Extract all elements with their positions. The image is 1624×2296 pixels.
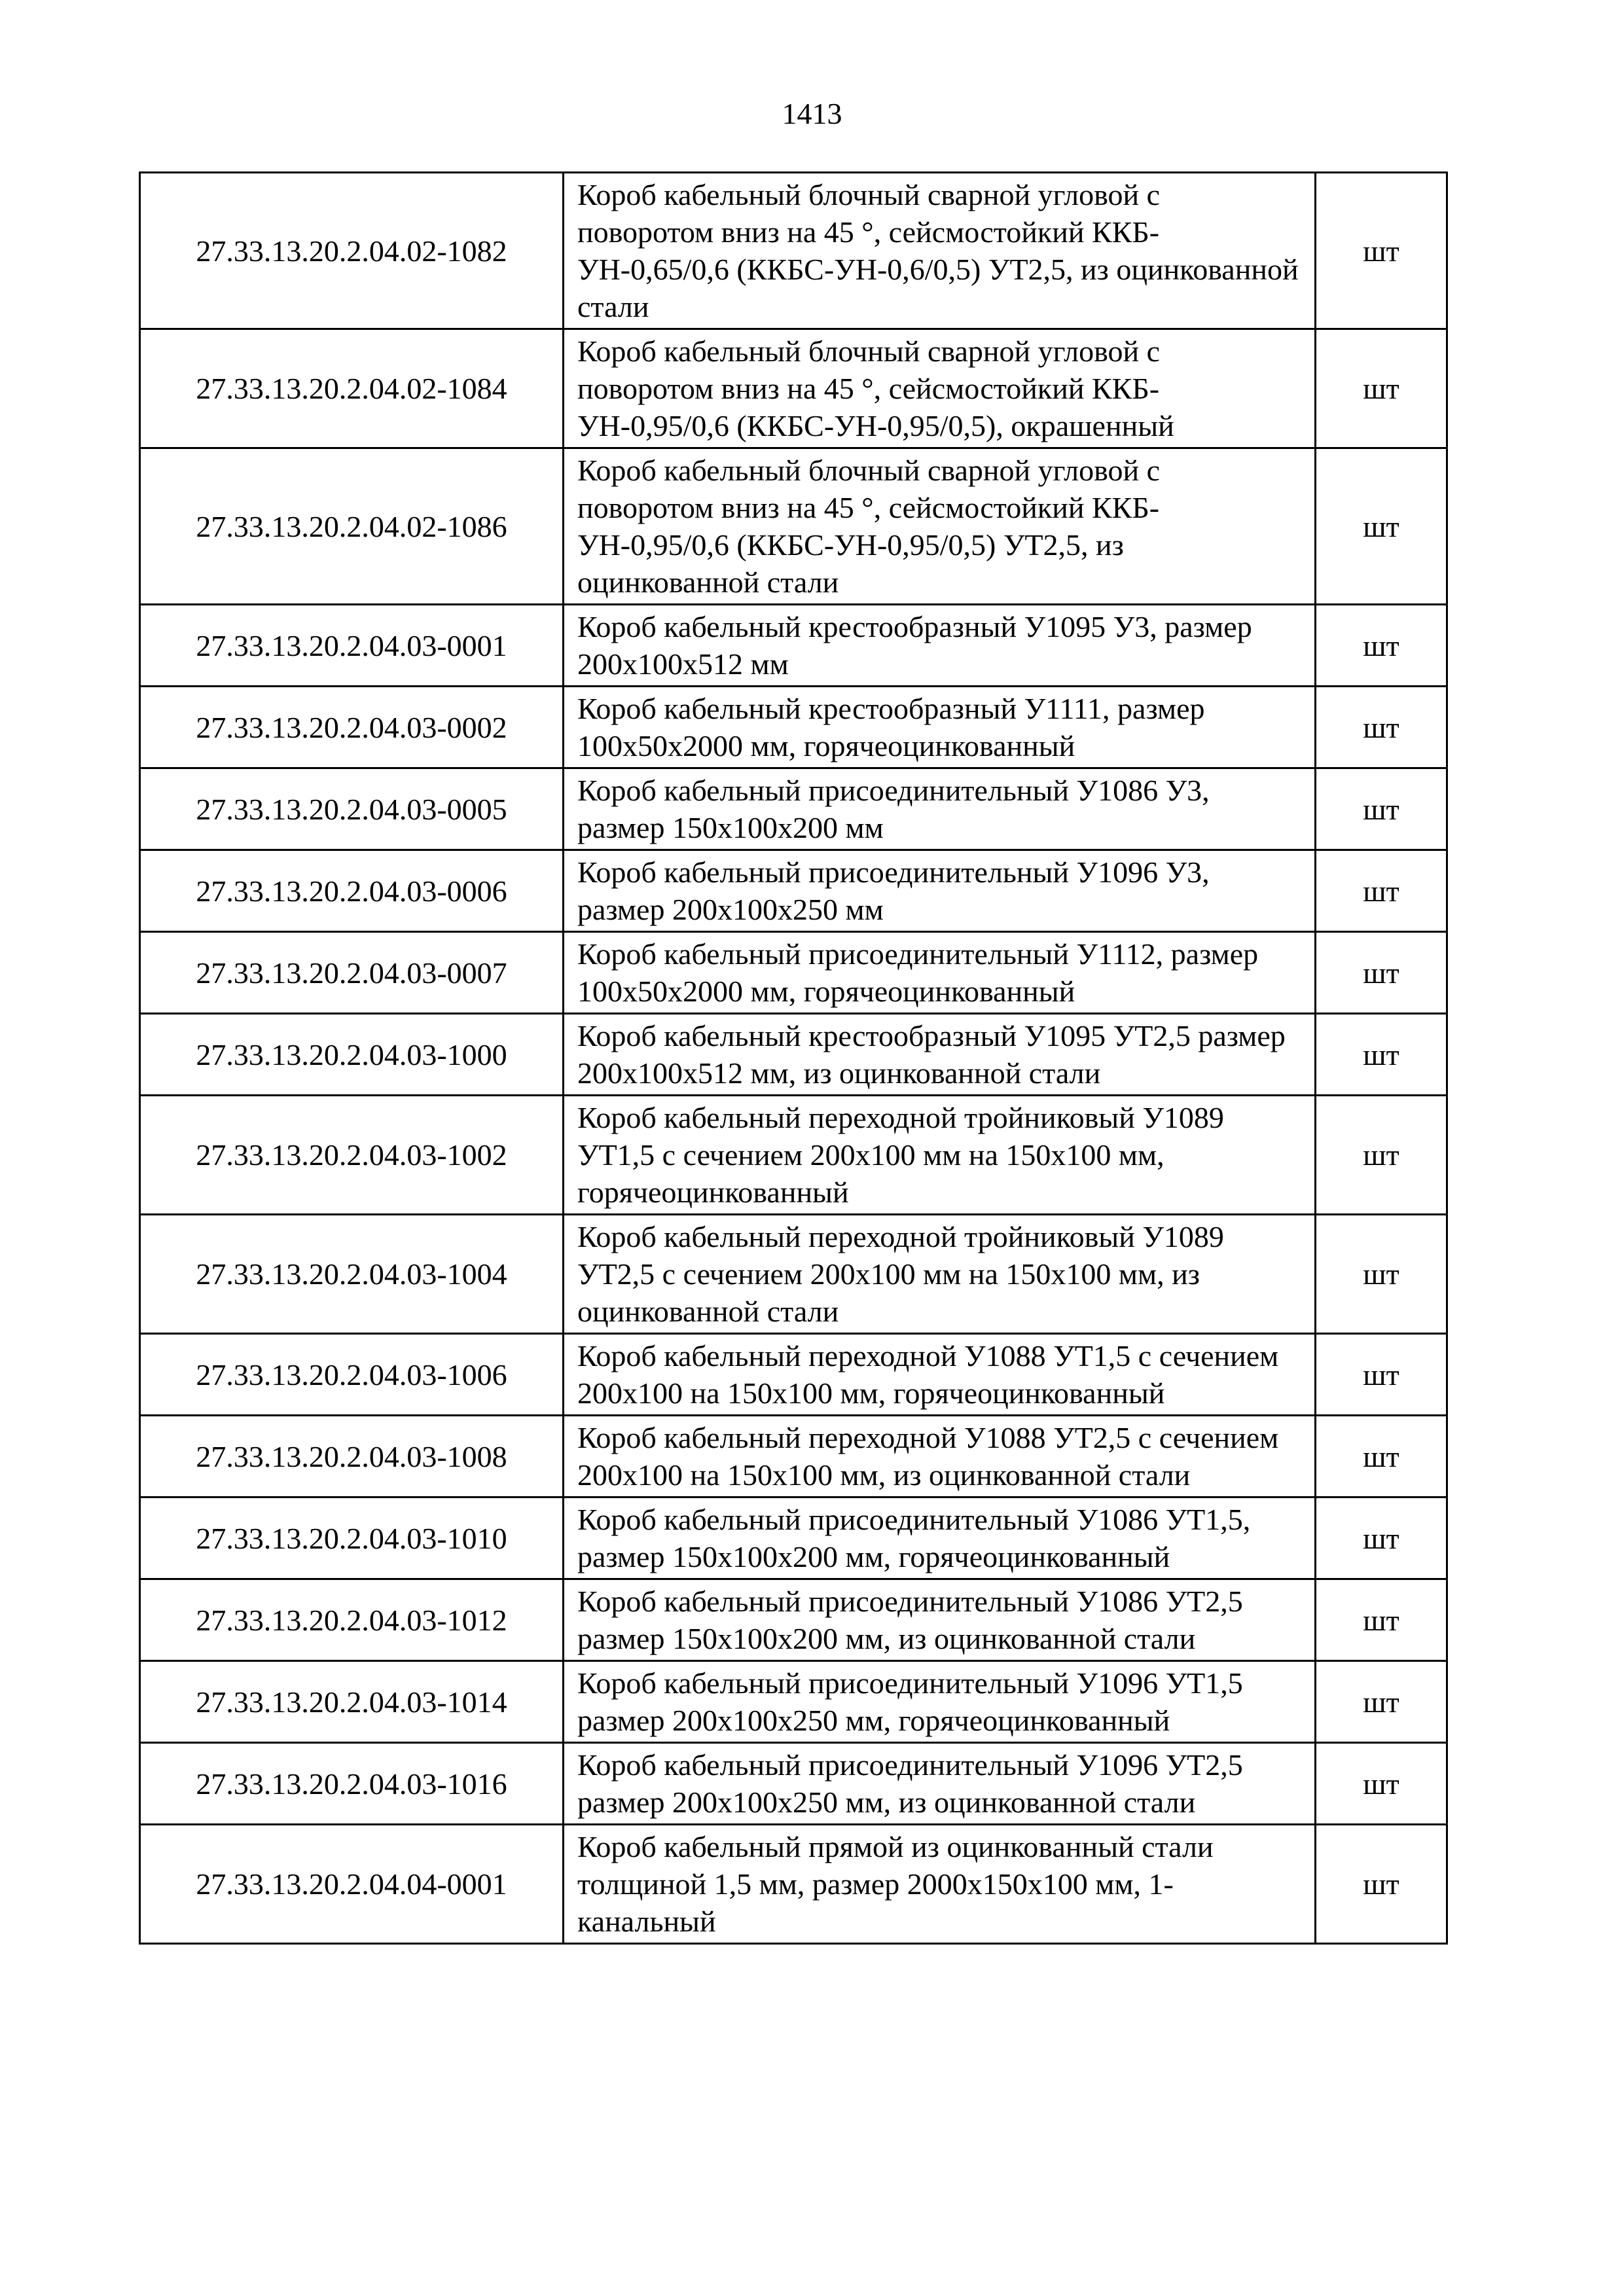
- item-unit-cell: шт: [1316, 1579, 1447, 1661]
- item-unit-cell: шт: [1316, 1096, 1447, 1215]
- item-unit-cell: шт: [1316, 329, 1447, 448]
- item-code-cell: 27.33.13.20.2.04.03-0006: [140, 850, 564, 932]
- item-unit-cell: шт: [1316, 850, 1447, 932]
- item-code-cell: 27.33.13.20.2.04.03-0002: [140, 687, 564, 768]
- item-unit-cell: шт: [1316, 605, 1447, 687]
- item-description-cell: Короб кабельный крестообразный У1095 УТ2,5 размер 200х100х512 мм, из оцинкованной стали: [564, 1014, 1316, 1096]
- table-row: [140, 329, 1447, 448]
- item-code-cell: 27.33.13.20.2.04.03-0001: [140, 605, 564, 687]
- table-row: [140, 932, 1447, 1014]
- item-unit-cell: шт: [1316, 1334, 1447, 1416]
- item-unit-cell: шт: [1316, 1661, 1447, 1743]
- item-code-cell: 27.33.13.20.2.04.03-1010: [140, 1498, 564, 1579]
- item-code-cell: 27.33.13.20.2.04.02-1084: [140, 329, 564, 448]
- item-description-cell: Короб кабельный присоединительный У1086 У3, размер 150х100х200 мм: [564, 768, 1316, 850]
- item-unit-cell: шт: [1316, 1416, 1447, 1498]
- item-code-cell: 27.33.13.20.2.04.03-1016: [140, 1743, 564, 1825]
- item-description-cell: Короб кабельный присоединительный У1112, размер 100х50х2000 мм, горячеоцинкованный: [564, 932, 1316, 1014]
- item-code-cell: 27.33.13.20.2.04.03-1014: [140, 1661, 564, 1743]
- table-row: [140, 687, 1447, 768]
- item-code-cell: 27.33.13.20.2.04.03-1006: [140, 1334, 564, 1416]
- item-code-cell: 27.33.13.20.2.04.02-1086: [140, 448, 564, 605]
- item-code-cell: 27.33.13.20.2.04.02-1082: [140, 173, 564, 329]
- table-row: [140, 1825, 1447, 1944]
- item-description-cell: Короб кабельный крестообразный У1095 У3, размер 200х100х512 мм: [564, 605, 1316, 687]
- item-description-cell: Короб кабельный переходной тройниковый У1089 УТ2,5 с сечением 200х100 мм на 150х100 мм, из оцинкованной стали: [564, 1215, 1316, 1334]
- item-unit-cell: шт: [1316, 932, 1447, 1014]
- table-row: [140, 448, 1447, 605]
- table-row: [140, 1416, 1447, 1498]
- item-description-cell: Короб кабельный блочный сварной угловой с поворотом вниз на 45 °, сейсмостойкий ККБ-УН-0,95/0,6 (ККБС-УН-0,95/0,5), окрашенный: [564, 329, 1316, 448]
- item-description-cell: Короб кабельный переходной У1088 УТ2,5 с сечением 200х100 на 150х100 мм, из оцинкованной стали: [564, 1416, 1316, 1498]
- table-row: [140, 1334, 1447, 1416]
- item-unit-cell: шт: [1316, 687, 1447, 768]
- item-description-cell: Короб кабельный присоединительный У1086 УТ2,5 размер 150х100х200 мм, из оцинкованной стали: [564, 1579, 1316, 1661]
- catalog-table-body: [140, 173, 1447, 1944]
- item-code-cell: 27.33.13.20.2.04.03-0005: [140, 768, 564, 850]
- item-unit-cell: шт: [1316, 173, 1447, 329]
- table-row: [140, 768, 1447, 850]
- item-unit-cell: шт: [1316, 1825, 1447, 1944]
- table-row: [140, 1743, 1447, 1825]
- table-row: [140, 605, 1447, 687]
- item-code-cell: 27.33.13.20.2.04.03-1012: [140, 1579, 564, 1661]
- catalog-table: [139, 171, 1448, 1945]
- item-unit-cell: шт: [1316, 1743, 1447, 1825]
- item-code-cell: 27.33.13.20.2.04.03-1008: [140, 1416, 564, 1498]
- table-row: [140, 1498, 1447, 1579]
- item-unit-cell: шт: [1316, 768, 1447, 850]
- table-row: [140, 1661, 1447, 1743]
- item-description-cell: Короб кабельный присоединительный У1096 УТ2,5 размер 200х100х250 мм, из оцинкованной стали: [564, 1743, 1316, 1825]
- table-row: [140, 1215, 1447, 1334]
- item-description-cell: Короб кабельный блочный сварной угловой с поворотом вниз на 45 °, сейсмостойкий ККБ-УН-0,95/0,6 (ККБС-УН-0,95/0,5) УТ2,5, из оцинкованной стали: [564, 448, 1316, 605]
- item-code-cell: 27.33.13.20.2.04.03-1004: [140, 1215, 564, 1334]
- table-row: [140, 1014, 1447, 1096]
- item-unit-cell: шт: [1316, 1498, 1447, 1579]
- item-description-cell: Короб кабельный переходной тройниковый У1089 УТ1,5 с сечением 200х100 мм на 150х100 мм, горячеоцинкованный: [564, 1096, 1316, 1215]
- table-row: [140, 1579, 1447, 1661]
- item-description-cell: Короб кабельный блочный сварной угловой с поворотом вниз на 45 °, сейсмостойкий ККБ-УН-0,65/0,6 (ККБС-УН-0,6/0,5) УТ2,5, из оцинкованной стали: [564, 173, 1316, 329]
- item-description-cell: Короб кабельный присоединительный У1096 УТ1,5 размер 200х100х250 мм, горячеоцинкованный: [564, 1661, 1316, 1743]
- table-row: [140, 850, 1447, 932]
- item-code-cell: 27.33.13.20.2.04.03-0007: [140, 932, 564, 1014]
- item-description-cell: Короб кабельный прямой из оцинкованный стали толщиной 1,5 мм, размер 2000х150х100 мм, 1-канальный: [564, 1825, 1316, 1944]
- item-code-cell: 27.33.13.20.2.04.03-1002: [140, 1096, 564, 1215]
- item-unit-cell: шт: [1316, 1014, 1447, 1096]
- item-description-cell: Короб кабельный присоединительный У1096 У3, размер 200х100х250 мм: [564, 850, 1316, 932]
- item-unit-cell: шт: [1316, 1215, 1447, 1334]
- page-number: 1413: [782, 97, 842, 130]
- table-row: [140, 173, 1447, 329]
- item-description-cell: Короб кабельный присоединительный У1086 УТ1,5, размер 150х100х200 мм, горячеоцинкованный: [564, 1498, 1316, 1579]
- item-description-cell: Короб кабельный крестообразный У1111, размер 100х50х2000 мм, горячеоцинкованный: [564, 687, 1316, 768]
- item-description-cell: Короб кабельный переходной У1088 УТ1,5 с сечением 200х100 на 150х100 мм, горячеоцинкованный: [564, 1334, 1316, 1416]
- table-row: [140, 1096, 1447, 1215]
- item-code-cell: 27.33.13.20.2.04.03-1000: [140, 1014, 564, 1096]
- item-unit-cell: шт: [1316, 448, 1447, 605]
- item-code-cell: 27.33.13.20.2.04.04-0001: [140, 1825, 564, 1944]
